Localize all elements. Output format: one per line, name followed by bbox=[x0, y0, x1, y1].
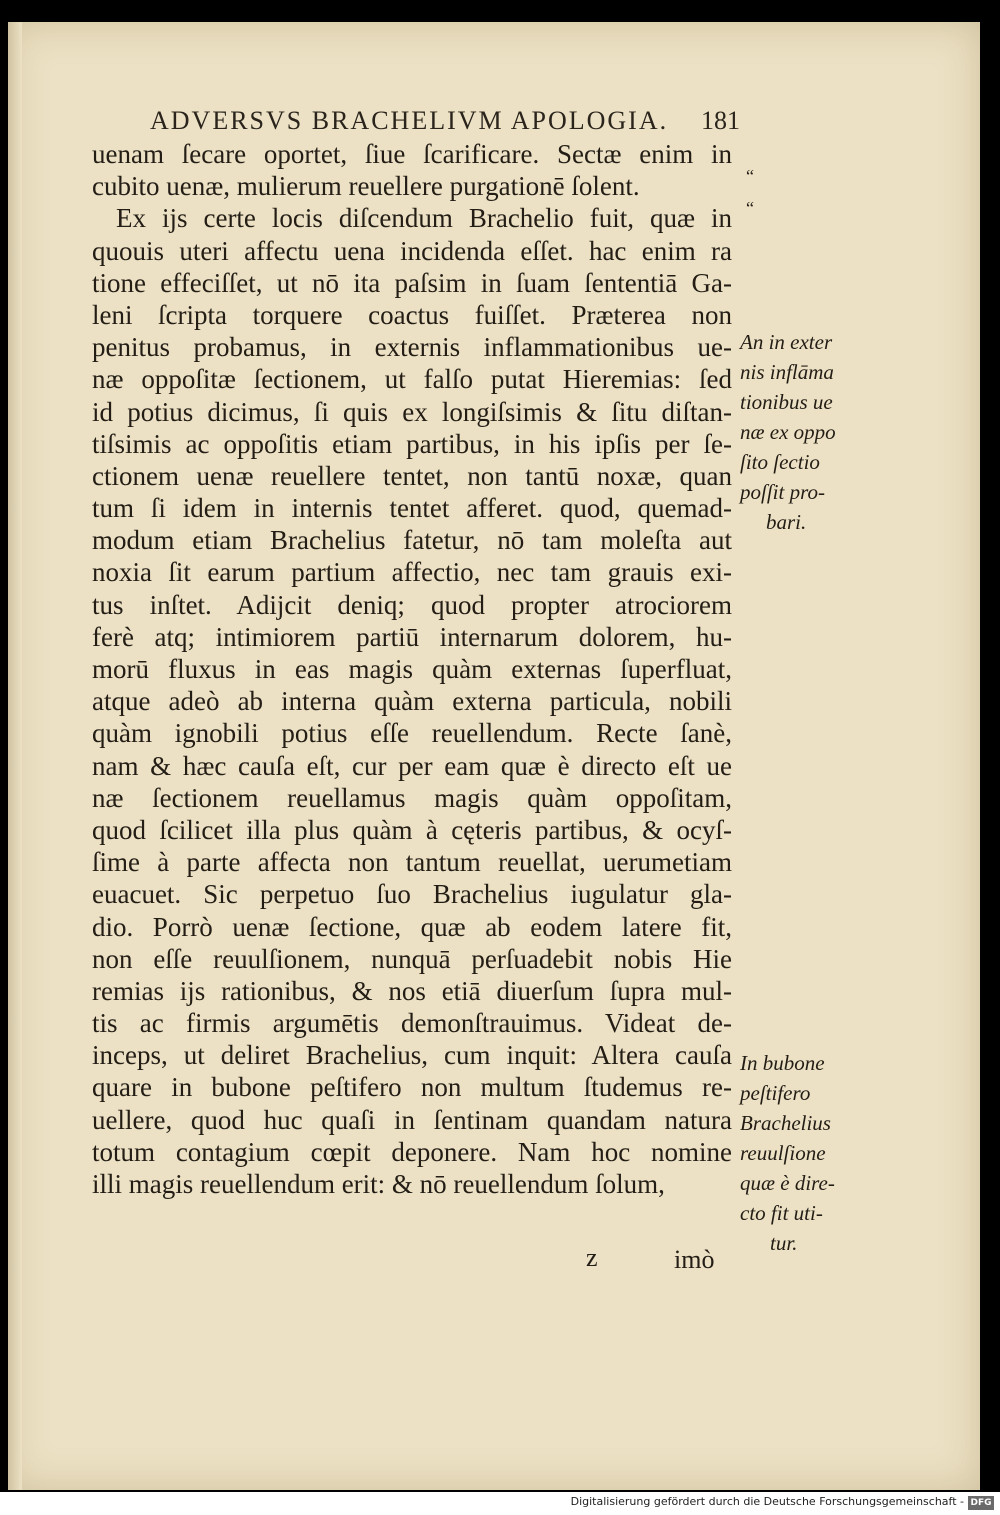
quotation-marks-column bbox=[746, 160, 776, 224]
quotation-mark: “ bbox=[746, 166, 754, 186]
text-line: euacuet. Sic perpetuo ſuo Brachelius iugulatur gla- bbox=[92, 879, 732, 910]
text-line: uellere, quod huc quaſi in ſentinam quandam natura bbox=[92, 1104, 732, 1135]
text-line: non eſſe reuulſionem, nunquā perſuadebit nobis Hie bbox=[92, 943, 732, 974]
text-line: quare in bubone peſtifero non multum ſtudemus re- bbox=[92, 1072, 732, 1103]
text-line: tum ſi idem in internis tentet afferet. quod, quemad- bbox=[92, 493, 732, 524]
text-line: modum etiam Brachelius fatetur, nō tam moleſta aut bbox=[92, 525, 732, 556]
text-line: leni ſcripta torquere coactus fuiſſet. Præterea non bbox=[92, 299, 732, 330]
text-line: uenam ſecare oportet, ſiue ſcarificare. Sectæ enim in bbox=[92, 139, 732, 169]
text-line: tis ac firmis argumētis demonſtrauimus. Videat de- bbox=[92, 1008, 732, 1039]
text-line: quod ſcilicet illa plus quàm à cęteris partibus, & ocyſ- bbox=[92, 814, 732, 845]
dfg-logo: DFG bbox=[968, 1496, 994, 1510]
text-line: illi magis reuellendum erit: & nō reuellendum ſolum, bbox=[92, 1169, 665, 1199]
digitization-footer bbox=[0, 1492, 1000, 1515]
text-line: inceps, ut deliret Brachelius, cum inquit: Altera cauſa bbox=[92, 1040, 732, 1071]
text-line: tiſsimis ac oppoſitis etiam partibus, in his ipſis per ſe- bbox=[92, 428, 732, 459]
page-gutter-edge bbox=[8, 22, 22, 1490]
text-line: ferè atq; intimiorem partiū internarum dolorem, hu- bbox=[92, 621, 732, 652]
page-number: 181 bbox=[701, 106, 740, 135]
text-line: tus inſtet. Adijcit deniq; quod propter atrociorem bbox=[92, 589, 732, 620]
margin-note-line: reuulſione bbox=[740, 1141, 826, 1165]
margin-note-line: næ ex oppo bbox=[740, 420, 836, 444]
text-line: penitus probamus, in externis inflammationibus ue- bbox=[92, 332, 732, 363]
text-line: totum contagium cœpit deponere. Nam hoc nomine bbox=[92, 1136, 732, 1167]
text-line: noxia ſit earum partium affectio, nec tam grauis exi- bbox=[92, 557, 732, 588]
margin-note-line: bari. bbox=[766, 510, 807, 534]
margin-note bbox=[740, 1048, 850, 1258]
catchword: imò bbox=[674, 1245, 715, 1274]
text-line: tione effeciſſet, ut nō ita paſsim in ſuam ſententiā Ga- bbox=[92, 267, 732, 298]
text-line: dio. Porrò uenæ ſectione, quæ ab eodem latere fit, bbox=[92, 911, 732, 942]
margin-note-line: quæ è dire- bbox=[740, 1171, 835, 1195]
text-line: ſime à parte affecta non tantum reuellat, uerumetiam bbox=[92, 847, 732, 878]
text-line: næ oppoſitæ ſectionem, ut falſo putat Hieremias: ſed bbox=[92, 364, 732, 395]
quotation-mark: “ bbox=[746, 198, 754, 219]
running-title: ADVERSVS BRACHELIVM APOLOGIA. bbox=[150, 106, 669, 135]
margin-note-line: tur. bbox=[770, 1231, 798, 1255]
funding-notice: Digitalisierung gefördert durch die Deutsche Forschungsgemeinschaft - bbox=[570, 1495, 964, 1508]
margin-note-line: peſtifero bbox=[740, 1081, 811, 1105]
text-line: nam & hæc cauſa eſt, cur per eam quæ è directo eſt ue bbox=[92, 750, 732, 781]
text-line: remias ijs rationibus, & nos etiā diuerſum ſupra mul- bbox=[92, 975, 732, 1006]
text-line: cubito uenæ, mulierum reuellere purgationē ſolent. bbox=[92, 171, 640, 202]
text-line: id potius dicimus, ſi quis ex longiſsimis & ſitu diſtan- bbox=[92, 396, 732, 427]
text-line: næ ſectionem reuellamus magis quàm oppoſitam, bbox=[92, 782, 732, 813]
margin-note bbox=[740, 327, 850, 537]
text-line: quouis uteri affectu uena incidenda eſſet. hac enim ra bbox=[92, 235, 732, 266]
margin-note-line: An in exter bbox=[740, 330, 833, 354]
margin-note-line: In bubone bbox=[740, 1051, 825, 1075]
text-line: morū fluxus in eas magis quàm externas ſuperfluat, bbox=[92, 654, 732, 684]
margin-note-line: Brachelius bbox=[740, 1111, 831, 1135]
margin-note-line: tionibus ue bbox=[740, 390, 833, 414]
main-text-block bbox=[92, 138, 732, 1200]
margin-note-line: ſito ſectio bbox=[740, 450, 820, 474]
margin-note-line: poſſit pro- bbox=[740, 480, 825, 504]
margin-note-line: nis inflāma bbox=[740, 360, 834, 384]
text-line: quàm ignobili potius eſſe reuellendum. Recte ſanè, bbox=[92, 718, 732, 749]
signature-mark: z bbox=[586, 1243, 598, 1272]
text-line: ctionem uenæ reuellere tentet, non tantū noxæ, quan bbox=[92, 460, 732, 491]
text-line: atque adeò ab interna quàm externa particula, nobili bbox=[92, 686, 732, 717]
text-line: Ex ijs certe locis diſcendum Brachelio fuit, quæ in bbox=[116, 203, 732, 234]
margin-note-line: cto fit uti- bbox=[740, 1201, 823, 1225]
